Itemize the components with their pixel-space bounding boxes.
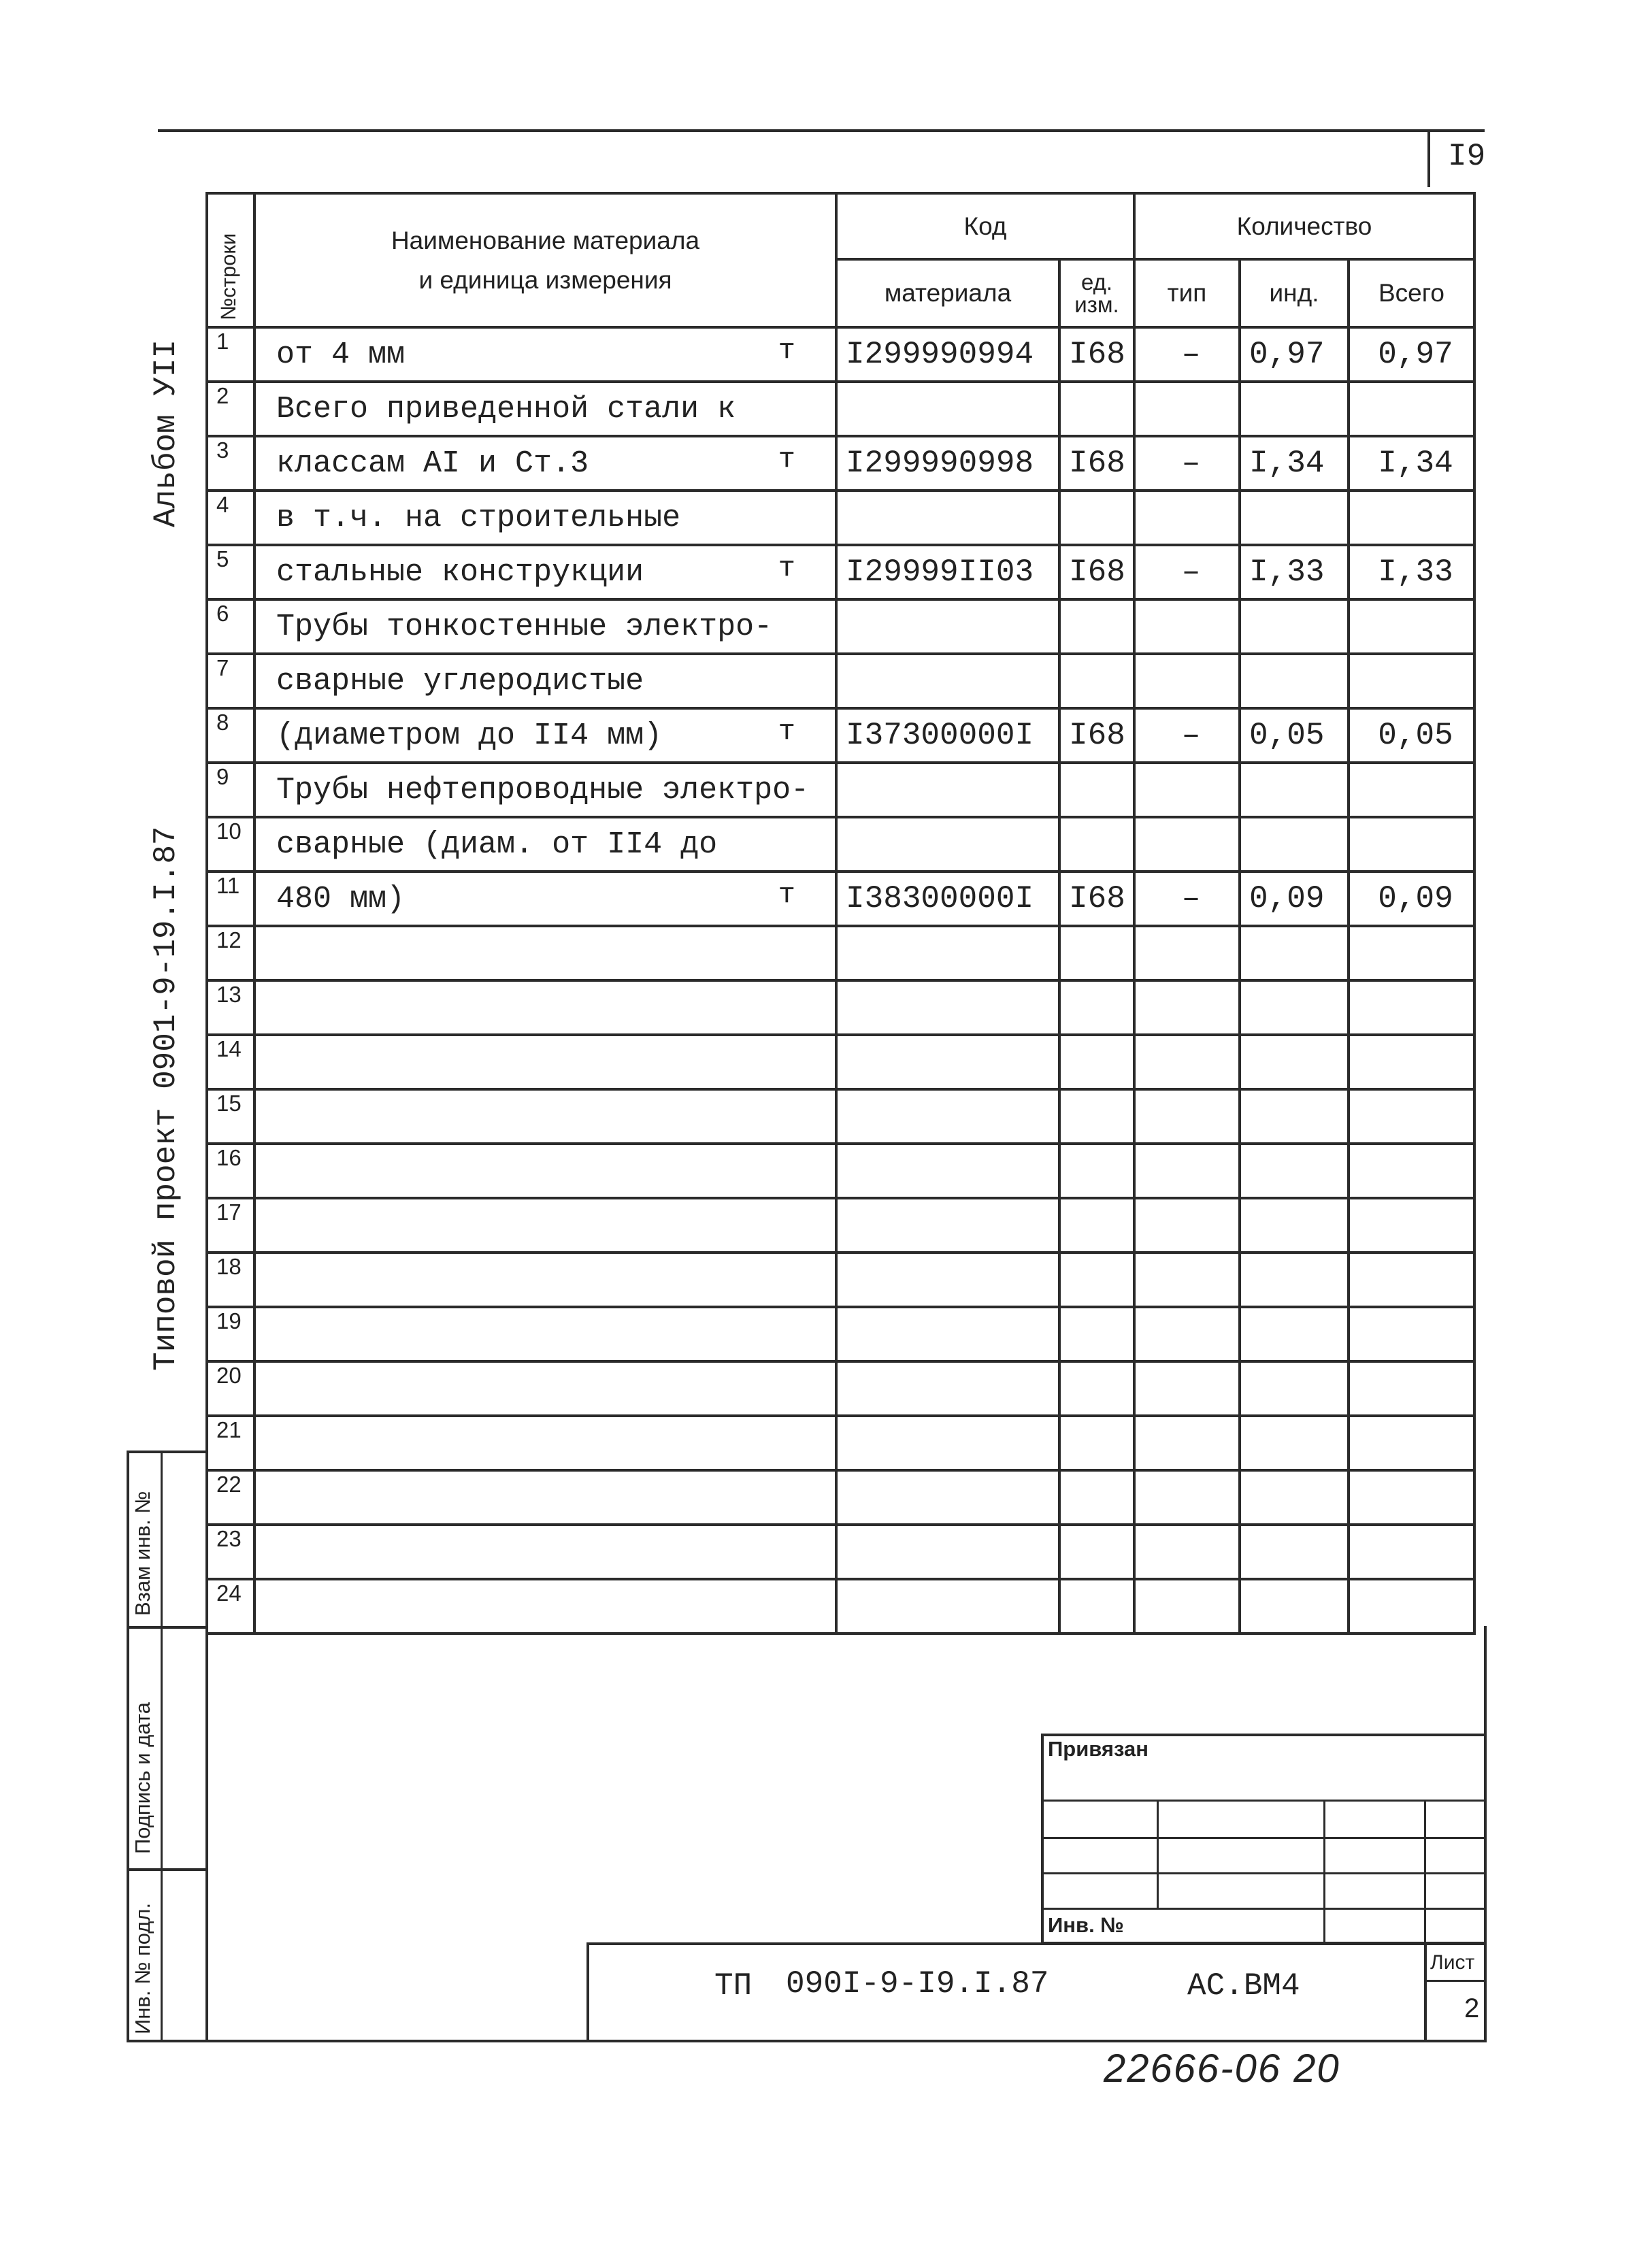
- unit-code: [1059, 1470, 1134, 1525]
- material-code: [836, 491, 1059, 545]
- material-code: [836, 763, 1059, 817]
- qty-ind: [1240, 1307, 1349, 1361]
- row-number: 14: [207, 1035, 254, 1089]
- row-number: 11: [207, 872, 254, 926]
- qty-ind: [1240, 1198, 1349, 1253]
- title-block-divider: [1424, 1942, 1427, 2042]
- qty-ind: [1240, 817, 1349, 872]
- tp-label: ТП: [714, 1968, 753, 2004]
- qty-type: [1134, 926, 1240, 980]
- privyazan-grid-line: [1424, 1800, 1426, 1944]
- material-name: [254, 1470, 836, 1525]
- qty-ind: [1240, 980, 1349, 1035]
- unit-code: I68: [1059, 436, 1134, 491]
- qty-type: –: [1134, 872, 1240, 926]
- unit-label: т: [778, 715, 795, 748]
- material-name: в т.ч. на строительные: [254, 491, 836, 545]
- qty-ind: [1240, 382, 1349, 436]
- qty-type: [1134, 654, 1240, 708]
- row-number: 9: [207, 763, 254, 817]
- left-stamp-divider: [127, 1868, 208, 1871]
- qty-total: [1349, 1198, 1474, 1253]
- row-number: 3: [207, 436, 254, 491]
- unit-code: [1059, 1253, 1134, 1307]
- row-number: 1: [207, 327, 254, 382]
- unit-code: [1059, 382, 1134, 436]
- qty-type: [1134, 491, 1240, 545]
- table-row: [207, 708, 1474, 763]
- material-code: [836, 1198, 1059, 1253]
- material-code: I29999II03: [836, 545, 1059, 599]
- project-side-label: Типовой проект 0901-9-19.I.87: [148, 826, 184, 1371]
- qty-type: [1134, 1361, 1240, 1416]
- material-name: 480 мм) т: [254, 872, 836, 926]
- qty-ind: [1240, 654, 1349, 708]
- unit-code: [1059, 654, 1134, 708]
- qty-type: –: [1134, 327, 1240, 382]
- qty-ind: [1240, 1144, 1349, 1198]
- table-row: [207, 1035, 1474, 1089]
- table-row: [207, 545, 1474, 599]
- qty-total: [1349, 817, 1474, 872]
- table-row: [207, 763, 1474, 817]
- material-code: [836, 1089, 1059, 1144]
- table-row: [207, 327, 1474, 382]
- row-number: 12: [207, 926, 254, 980]
- qty-total: [1349, 763, 1474, 817]
- material-name: [254, 1253, 836, 1307]
- unit-code: [1059, 1307, 1134, 1361]
- qty-total: [1349, 1253, 1474, 1307]
- inv-no-label: Инв. №: [1048, 1913, 1124, 1937]
- quantity-header: Количество: [1134, 193, 1474, 259]
- qty-type: [1134, 599, 1240, 654]
- privyazan-grid-line: [1323, 1800, 1325, 1944]
- quantity-total-header: Всего: [1349, 259, 1474, 327]
- qty-ind: [1240, 1416, 1349, 1470]
- material-code: [836, 382, 1059, 436]
- qty-total: 0,97: [1349, 327, 1474, 382]
- privyazan-grid-line: [1041, 1800, 1487, 1802]
- row-number: 7: [207, 654, 254, 708]
- material-code: [836, 654, 1059, 708]
- table-row: [207, 491, 1474, 545]
- material-name: классам АI и Ст.3 т: [254, 436, 836, 491]
- qty-ind: 0,05: [1240, 708, 1349, 763]
- project-code: 090I-9-I9.I.87: [786, 1966, 1049, 2002]
- material-code: [836, 1361, 1059, 1416]
- qty-type: –: [1134, 545, 1240, 599]
- row-number: 13: [207, 980, 254, 1035]
- qty-ind: [1240, 763, 1349, 817]
- qty-ind: [1240, 1361, 1349, 1416]
- row-number: 20: [207, 1361, 254, 1416]
- table-row: [207, 1198, 1474, 1253]
- top-rule: [158, 129, 1485, 132]
- qty-type: [1134, 1470, 1240, 1525]
- inv-podl-label: Инв. № подл.: [131, 1902, 154, 2034]
- page-number-divider: [1427, 129, 1430, 187]
- qty-ind: [1240, 926, 1349, 980]
- material-name: Трубы нефтепроводные электро-: [254, 763, 836, 817]
- qty-type: –: [1134, 708, 1240, 763]
- qty-type: [1134, 763, 1240, 817]
- qty-total: [1349, 926, 1474, 980]
- qty-total: [1349, 382, 1474, 436]
- table-row: [207, 1089, 1474, 1144]
- material-code: I299990998: [836, 436, 1059, 491]
- unit-code: [1059, 1198, 1134, 1253]
- unit-code: [1059, 926, 1134, 980]
- qty-ind: [1240, 1253, 1349, 1307]
- qty-type: –: [1134, 436, 1240, 491]
- unit-code: [1059, 763, 1134, 817]
- table-row: [207, 872, 1474, 926]
- material-code: [836, 1525, 1059, 1579]
- material-code: [836, 1035, 1059, 1089]
- qty-total: [1349, 1144, 1474, 1198]
- qty-ind: [1240, 1579, 1349, 1634]
- row-number: 5: [207, 545, 254, 599]
- row-number: 22: [207, 1470, 254, 1525]
- unit-code: I68: [1059, 872, 1134, 926]
- sheet-label: Лист: [1430, 1951, 1475, 1974]
- table-row: [207, 980, 1474, 1035]
- unit-code: [1059, 491, 1134, 545]
- material-code: [836, 1416, 1059, 1470]
- qty-total: 0,09: [1349, 872, 1474, 926]
- material-code: I299990994: [836, 327, 1059, 382]
- doc-code: АС.ВМ4: [1187, 1968, 1300, 2004]
- row-number: 10: [207, 817, 254, 872]
- material-name: [254, 1416, 836, 1470]
- row-number: 4: [207, 491, 254, 545]
- left-stamp-inner-line: [161, 1451, 163, 2042]
- quantity-type-header: тип: [1134, 259, 1240, 327]
- material-name: сварные (диам. от II4 до: [254, 817, 836, 872]
- material-name: Всего приведенной стали к: [254, 382, 836, 436]
- row-number: 6: [207, 599, 254, 654]
- unit-label: т: [778, 334, 795, 367]
- left-stamp-divider: [127, 1626, 208, 1629]
- qty-total: [1349, 1525, 1474, 1579]
- material-name: [254, 1361, 836, 1416]
- table-row: [207, 926, 1474, 980]
- table-row: [207, 817, 1474, 872]
- material-name: [254, 1579, 836, 1634]
- quantity-ind-header: инд.: [1240, 259, 1349, 327]
- material-name: (диаметром до II4 мм) т: [254, 708, 836, 763]
- vzam-inv-label: Взам инв. №: [131, 1491, 154, 1616]
- unit-code: [1059, 1416, 1134, 1470]
- privyazan-grid-line: [1157, 1800, 1159, 1908]
- material-name: сварные углеродистые: [254, 654, 836, 708]
- row-number: 18: [207, 1253, 254, 1307]
- unit-code: [1059, 599, 1134, 654]
- unit-code: [1059, 1361, 1134, 1416]
- qty-total: [1349, 1579, 1474, 1634]
- code-material-header: материала: [836, 259, 1059, 327]
- table-row: [207, 654, 1474, 708]
- qty-type: [1134, 1035, 1240, 1089]
- qty-total: [1349, 1416, 1474, 1470]
- table-row: [207, 1361, 1474, 1416]
- unit-code: [1059, 1579, 1134, 1634]
- qty-type: [1134, 1198, 1240, 1253]
- qty-total: [1349, 1307, 1474, 1361]
- row-number: 19: [207, 1307, 254, 1361]
- table-row: [207, 382, 1474, 436]
- qty-type: [1134, 1525, 1240, 1579]
- qty-ind: I,34: [1240, 436, 1349, 491]
- row-number: 23: [207, 1525, 254, 1579]
- material-name: [254, 980, 836, 1035]
- unit-code: [1059, 1035, 1134, 1089]
- material-code: [836, 1253, 1059, 1307]
- qty-type: [1134, 382, 1240, 436]
- qty-type: [1134, 1307, 1240, 1361]
- material-code: [836, 1579, 1059, 1634]
- page-number: I9: [1448, 139, 1486, 174]
- row-number: 17: [207, 1198, 254, 1253]
- qty-ind: [1240, 1035, 1349, 1089]
- qty-ind: [1240, 491, 1349, 545]
- material-code: [836, 1144, 1059, 1198]
- qty-total: [1349, 1361, 1474, 1416]
- qty-total: [1349, 654, 1474, 708]
- qty-total: I,34: [1349, 436, 1474, 491]
- qty-type: [1134, 1144, 1240, 1198]
- table-row: [207, 599, 1474, 654]
- qty-type: [1134, 1089, 1240, 1144]
- privyazan-grid-line: [1041, 1908, 1487, 1910]
- material-name: [254, 1144, 836, 1198]
- album-side-label: Альбом УII: [148, 339, 184, 527]
- table-row: [207, 1307, 1474, 1361]
- qty-ind: 0,97: [1240, 327, 1349, 382]
- unit-code: [1059, 1089, 1134, 1144]
- qty-type: [1134, 1579, 1240, 1634]
- material-code: [836, 1307, 1059, 1361]
- material-code: I37300000I: [836, 708, 1059, 763]
- qty-total: [1349, 491, 1474, 545]
- privyazan-label: Привязан: [1048, 1737, 1149, 1761]
- material-code: [836, 926, 1059, 980]
- qty-total: [1349, 1470, 1474, 1525]
- material-code: [836, 1470, 1059, 1525]
- code-header: Код: [836, 193, 1134, 259]
- material-name: [254, 1035, 836, 1089]
- unit-code: [1059, 817, 1134, 872]
- table-row: [207, 1416, 1474, 1470]
- unit-code: I68: [1059, 708, 1134, 763]
- unit-label: т: [778, 878, 795, 911]
- qty-ind: [1240, 1470, 1349, 1525]
- material-code: I38300000I: [836, 872, 1059, 926]
- table-row: [207, 436, 1474, 491]
- row-number: 2: [207, 382, 254, 436]
- unit-code: [1059, 980, 1134, 1035]
- table-row: [207, 1525, 1474, 1579]
- material-name: [254, 1198, 836, 1253]
- material-code: [836, 980, 1059, 1035]
- qty-total: [1349, 1035, 1474, 1089]
- material-code: [836, 599, 1059, 654]
- material-name: стальные конструкции т: [254, 545, 836, 599]
- privyazan-grid-line: [1041, 1872, 1487, 1874]
- material-name-header: Наименование материала и единица измерения: [254, 193, 836, 327]
- materials-table: [205, 192, 1476, 1635]
- row-number: 15: [207, 1089, 254, 1144]
- material-name: от 4 мм т: [254, 327, 836, 382]
- qty-total: [1349, 980, 1474, 1035]
- sheet-number: 2: [1464, 1993, 1480, 2023]
- row-number: 24: [207, 1579, 254, 1634]
- row-number-header: №строки: [207, 193, 254, 327]
- qty-ind: [1240, 1089, 1349, 1144]
- unit-label: т: [778, 552, 795, 584]
- qty-type: [1134, 1416, 1240, 1470]
- qty-ind: 0,09: [1240, 872, 1349, 926]
- title-block-divider: [1424, 1980, 1487, 1982]
- qty-total: 0,05: [1349, 708, 1474, 763]
- qty-total: [1349, 599, 1474, 654]
- qty-ind: I,33: [1240, 545, 1349, 599]
- material-name: Трубы тонкостенные электро-: [254, 599, 836, 654]
- unit-code: I68: [1059, 545, 1134, 599]
- material-name: [254, 926, 836, 980]
- unit-code: [1059, 1144, 1134, 1198]
- row-number: 8: [207, 708, 254, 763]
- qty-type: [1134, 1253, 1240, 1307]
- qty-type: [1134, 817, 1240, 872]
- table-row: [207, 1470, 1474, 1525]
- qty-ind: [1240, 599, 1349, 654]
- material-name: [254, 1525, 836, 1579]
- qty-total: [1349, 1089, 1474, 1144]
- qty-ind: [1240, 1525, 1349, 1579]
- privyazan-grid-line: [1041, 1837, 1487, 1839]
- row-number: 21: [207, 1416, 254, 1470]
- material-name: [254, 1307, 836, 1361]
- footer-number: 22666-06 20: [1104, 2046, 1340, 2091]
- podpis-data-label: Подпись и дата: [131, 1702, 154, 1854]
- table-row: [207, 1579, 1474, 1634]
- material-name: [254, 1089, 836, 1144]
- table-row: [207, 1144, 1474, 1198]
- qty-total: I,33: [1349, 545, 1474, 599]
- code-unit-header: ед. изм.: [1059, 259, 1134, 327]
- unit-label: т: [778, 443, 795, 476]
- unit-code: [1059, 1525, 1134, 1579]
- qty-type: [1134, 980, 1240, 1035]
- material-code: [836, 817, 1059, 872]
- row-number: 16: [207, 1144, 254, 1198]
- table-row: [207, 1253, 1474, 1307]
- unit-code: I68: [1059, 327, 1134, 382]
